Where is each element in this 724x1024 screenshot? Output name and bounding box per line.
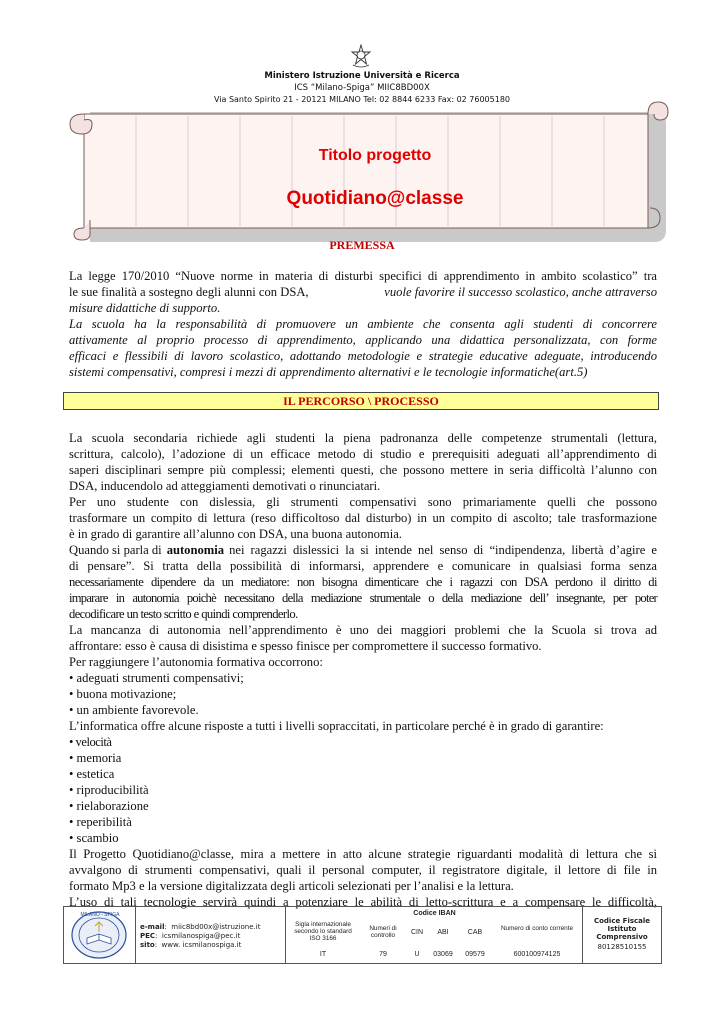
pec-label: PEC — [140, 932, 156, 940]
percorso-line: avvalgono di strumenti compensativi, quali il personal computer, il registratore digitale, il lettore di file in — [69, 863, 657, 877]
bullet-item: • scambio — [69, 831, 119, 845]
premessa-heading: PREMESSA — [329, 238, 395, 252]
footer-iban-cell — [286, 907, 583, 963]
percorso-line: La scuola secondaria richiede agli studenti la piena padronanza delle competenze strumentali (lettura, — [69, 431, 657, 445]
percorso-line: necessariamente dipendere da un mediatore: non bisogna dimenticare che i ragazzi con DSA perdono il diritto di — [69, 575, 657, 589]
fiscal-code-value: 80128510155 — [597, 943, 647, 951]
iban-cab-value: 09579 — [465, 951, 485, 958]
bullet-item: • rielaborazione — [69, 799, 149, 813]
premessa-text: le sue finalità a sostegno degli alunni con DSA, — [69, 285, 309, 299]
percorso-line: imparare in autonomia poichè necessitano della mediazione strumentale o della mediazione dell’ insegnante, per poter — [69, 591, 657, 605]
autonomia-bold-text: autonomia — [166, 543, 225, 557]
iban-check-value: 79 — [379, 951, 387, 958]
percorso-line: saperi disciplinari sempre più complessi; elementi questi, che possono mettere in seria difficoltà l’alunno con — [69, 463, 657, 477]
percorso-line: DSA, inducendolo ad atteggiamenti demotivati o rinunciatari. — [69, 479, 381, 493]
project-title: Quotidiano@classe — [286, 188, 464, 209]
project-label: Titolo progetto — [318, 147, 432, 164]
percorso-line: scrittura, calcolo), l’adozione di un efficace metodo di studio e prerequisiti adeguati all’apprendimento di — [69, 447, 657, 461]
iban-header-account: Numero di conto corrente — [500, 925, 574, 932]
percorso-line: La mancanza di autonomia nell’apprendimento è uno dei maggiori problemi che la Scuola si trova ad — [69, 623, 657, 637]
percorso-line: di pensare”. Si tratta della possibilità di informarsi, apprendere e comunicare in qualsiasi forma senza — [69, 559, 657, 573]
premessa-line: attivamente al proprio processo di apprendimento, applicando una didattica personalizzata, con forme — [69, 333, 657, 347]
site-row: sito: www. icsmilanospiga.it — [140, 941, 242, 949]
percorso-heading: IL PERCORSO \ PROCESSO — [63, 392, 659, 410]
pec-link[interactable]: icsmilanospiga@pec.it — [161, 932, 241, 940]
bullet-item: • reperibilità — [69, 815, 132, 829]
iban-country-value: IT — [319, 951, 327, 958]
premessa-line — [69, 284, 657, 300]
premessa-line: efficaci e flessibili di lavoro scolastico, adottando metodologie e strategie educative adeguate, introducendo — [69, 349, 657, 363]
scroll-banner — [66, 100, 670, 242]
site-link[interactable]: www. icsmilanospiga.it — [161, 941, 242, 949]
iban-account-value: 600100974125 — [513, 951, 561, 958]
percorso-line — [69, 542, 657, 558]
logo-caption: MILANO - SPIGA — [80, 912, 120, 918]
iban-header-country: Sigla internazionale secondo lo standard ISO 3166 — [294, 921, 352, 942]
iban-cin-value: U — [414, 951, 420, 958]
footer-contacts-cell — [136, 907, 286, 963]
premessa-italic-text: vuole favorire il successo scolastico, anche attraverso — [384, 285, 657, 299]
bullet-item: • memoria — [69, 751, 122, 765]
bullet-item: • buona motivazione; — [69, 687, 177, 701]
site-label: sito — [140, 941, 155, 949]
bullet-item: • adeguati strumenti compensativi; — [69, 671, 244, 685]
school-name: ICS “Milano-Spiga” MIIC8BD00X — [294, 83, 430, 93]
iban-header-cin: CIN — [410, 929, 424, 936]
ministry-name: Ministero Istruzione Università e Ricerca — [264, 71, 460, 81]
premessa-line: La legge 170/2010 “Nuove norme in materia di disturbi specifici di apprendimento in ambito scolastico” tra — [69, 269, 657, 283]
premessa-line: misure didattiche di supporto. — [69, 301, 221, 315]
email-label: e-mail — [140, 923, 165, 931]
bullet-item: • velocità — [69, 735, 112, 749]
premessa-line: La scuola ha la responsabilità di promuovere un ambiente che consenta agli studenti di concorrere — [69, 317, 657, 331]
percorso-text: nei ragazzi dislessici la si intende nel senso di “indipendenza, libertà d’agire e — [229, 543, 657, 557]
percorso-line: Il Progetto Quotidiano@classe, mira a mettere in atto alcune strategie riguardanti modalità di lettura che si — [69, 847, 657, 861]
footer-logo-cell — [64, 907, 136, 963]
percorso-line: Per raggiungere l’autonomia formativa occorrono: — [69, 655, 323, 669]
percorso-line: L’uso di tali tecnologie servirà quindi a potenziare le abilità di letto-scrittura e a compensare le difficoltà, — [69, 895, 657, 909]
email-link[interactable]: miic8bd00x@istruzione.it — [171, 923, 261, 931]
iban-title: Codice IBAN — [413, 910, 456, 917]
percorso-line: è in grado di garantire all’alunno con DSA, una buona autonomia. — [69, 527, 402, 541]
footer-fiscal-cell — [583, 907, 661, 963]
republic-emblem-icon — [350, 44, 372, 68]
percorso-line: decodificare un testo scritto e quindi comprenderlo. — [69, 607, 298, 621]
fiscal-code-title: Codice Fiscale Istituto Comprensivo — [593, 917, 651, 941]
percorso-line: L’informatica offre alcune risposte a tutti i livelli sopraccitati, in particolare perché è in grado di garantire: — [69, 719, 604, 733]
pec-row: PEC: icsmilanospiga@pec.it — [140, 932, 241, 940]
iban-header-check: Numeri di controllo — [369, 925, 397, 939]
iban-header-cab: CAB — [467, 929, 483, 936]
school-address: Via Santo Spirito 21 - 20121 MILANO Tel: 02 8844 6233 Fax: 02 76005180 — [213, 95, 511, 104]
iban-abi-value: 03069 — [433, 951, 453, 958]
email-row: e-mail: miic8bd00x@istruzione.it — [140, 923, 261, 931]
percorso-line: Per uno studente con dislessia, gli strumenti compensativi sono primariamente quelli che possono — [69, 495, 657, 509]
footer-info-table — [63, 906, 662, 964]
bullet-item: • estetica — [69, 767, 115, 781]
iban-header-abi: ABI — [437, 929, 449, 936]
premessa-line: sistemi compensativi, compresi i mezzi di apprendimento alternativi e le tecnologie informatiche(art.5) — [69, 365, 588, 379]
bullet-item: • un ambiente favorevole. — [69, 703, 199, 717]
percorso-line: formato Mp3 e la versione digitalizzata degli articoli selezionati per l’analisi e la lettura. — [69, 879, 514, 893]
percorso-line: trasformare un compito di lettura (reso difficoltoso dal disturbo) in un compito di ascolto; tale trasformazione — [69, 511, 657, 525]
bullet-item: • riproducibilità — [69, 783, 149, 797]
percorso-line: affrontare: esso è causa di disistima e spesso finisce per compromettere il successo formativo. — [69, 639, 542, 653]
percorso-text: Quando si parla di — [69, 543, 162, 557]
